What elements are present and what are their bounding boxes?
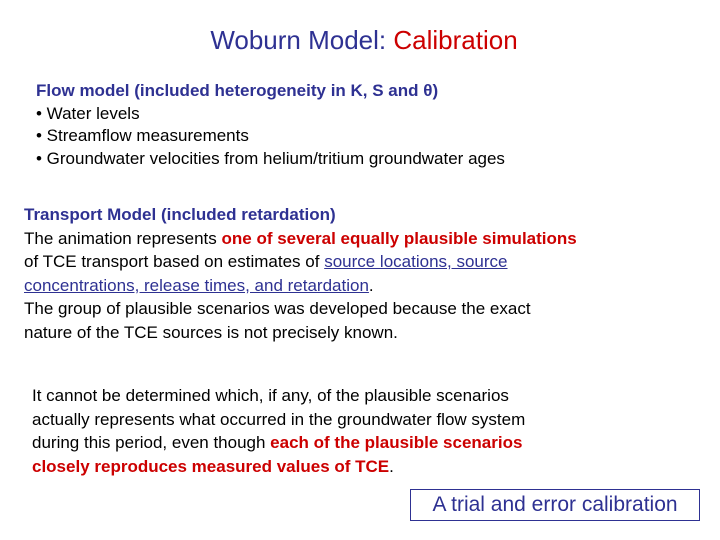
flow-model-section	[36, 80, 505, 170]
plausible-line-4	[32, 455, 525, 479]
slide-title	[0, 24, 720, 56]
transport-line-2	[24, 250, 577, 274]
plausible-line-3-text: during this period, even though	[32, 433, 271, 452]
transport-line-1-text: The animation represents	[24, 228, 222, 248]
transport-line-4: The group of plausible scenarios was developed because the exact	[24, 299, 531, 318]
plausible-line-2: actually represents what occurred in the groundwater flow system	[32, 409, 526, 429]
transport-line-3-period: .	[368, 275, 374, 295]
calibration-callout-box: A trial and error calibration	[410, 489, 700, 521]
source-estimates-link-part1[interactable]: source locations, source	[324, 252, 508, 271]
transport-line-5: nature of the TCE sources is not precisely known.	[24, 322, 398, 342]
flow-bullet-velocities: • Groundwater velocities from helium/tritium groundwater ages	[36, 148, 505, 168]
transport-model-heading: Transport Model (included retardation)	[24, 205, 336, 224]
slide-title-main: Woburn Model:	[210, 25, 394, 55]
plausible-scenarios-section	[32, 384, 525, 478]
transport-model-section	[24, 203, 577, 344]
plausible-line-4-period: .	[389, 456, 394, 476]
plausible-line-3	[32, 431, 525, 455]
transport-line-1	[24, 227, 577, 251]
slide-title-highlight: Calibration	[393, 25, 518, 55]
flow-model-heading: Flow model (included heterogeneity in K, S and θ)	[36, 81, 439, 100]
transport-line-2-text: of TCE transport based on estimates of	[24, 252, 325, 271]
flow-bullet-water-levels: • Water levels	[36, 103, 140, 123]
flow-bullet-streamflow: • Streamflow measurements	[36, 126, 249, 145]
plausible-line-1: It cannot be determined which, if any, of the plausible scenarios	[32, 386, 509, 405]
transport-line-3	[24, 274, 577, 298]
transport-highlight-simulations: one of several equally plausible simulations	[221, 228, 577, 248]
plausible-highlight-reproduces: closely reproduces measured values of TCE	[32, 456, 390, 476]
plausible-highlight-scenarios: each of the plausible scenarios	[270, 433, 523, 452]
source-estimates-link-part2[interactable]: concentrations, release times, and retardation	[24, 275, 369, 295]
